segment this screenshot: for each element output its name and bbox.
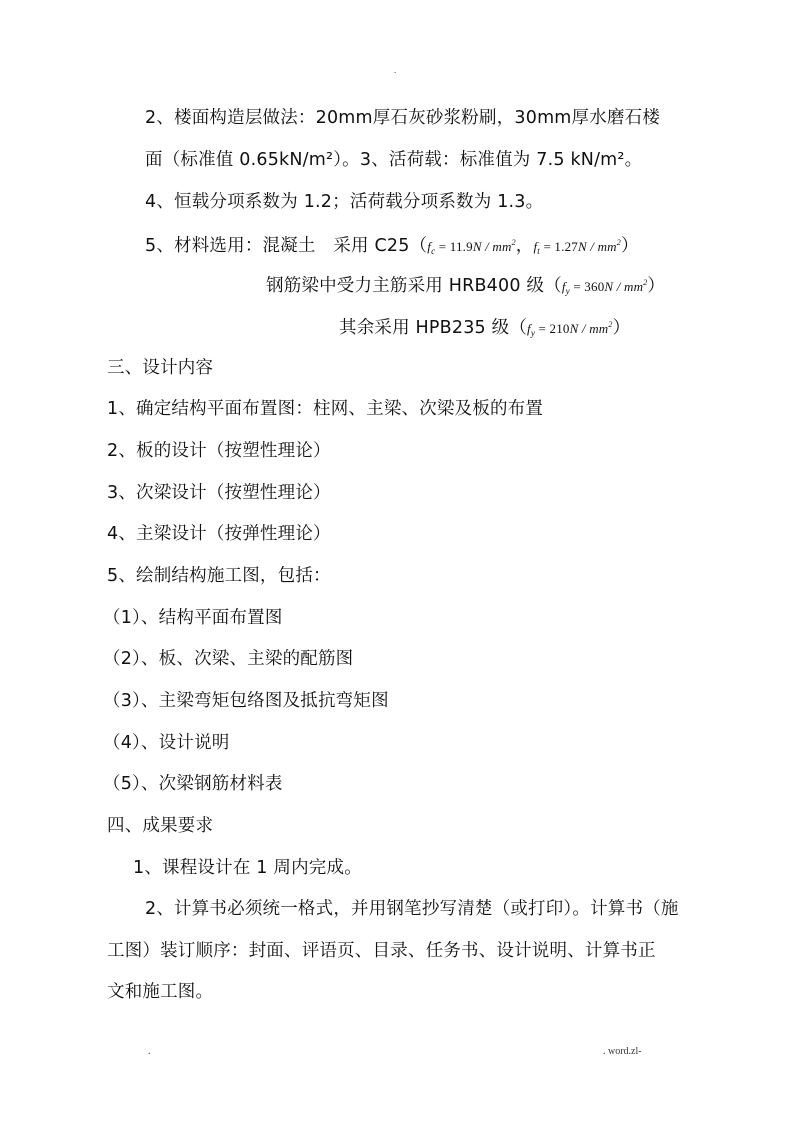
text-line-load-factors: 4、恒载分项系数为 1.2；活荷载分项系数为 1.3。 [145,192,544,212]
requirement-item: 1、课程设计在 1 周内完成。 [133,858,362,878]
list-item: 2、板的设计（按塑性理论） [107,441,331,461]
sub-list-item: （4）、设计说明 [103,733,230,753]
formula-fy-360: $f_y = 360N / mm^2$ [561,278,648,296]
section-heading-design-content: 三、设计内容 [107,358,214,378]
materials-label: 5、材料选用：混凝土 采用 C25（ [145,236,428,256]
formula-fy-210: $f_y = 210N / mm^2$ [527,320,613,338]
sub-list-item: （5）、次梁钢筋材料表 [103,774,283,794]
sub-list-item: （2）、板、次梁、主梁的配筋图 [103,649,354,669]
requirement-continuation: 文和施工图。 [107,982,214,1002]
text-line-materials: 5、材料选用：混凝土 采用 $C25(f_c = 11.9N / mm^2$，$f_t = 1.27N / mm^2$） [145,236,639,256]
requirement-continuation: 工图）装订顺序：封面、评语页、目录、任务书、设计说明、计算书正 [107,941,656,961]
text-line-other-rebar: 其余采用 HPB235 级$(f_y = 210N / mm^2)$ [339,318,631,338]
footer-left: . [148,1046,151,1057]
formula-fc: $f_c = 11.9N / mm^2$ [427,238,516,256]
formula-ft: $f_t = 1.27N / mm^2$ [533,238,621,256]
comma-separator: ， [515,236,534,256]
text-line-main-rebar: 钢筋梁中受力主筋采用 HRB400 级$(f_y = 360N / mm^2)$ [266,276,666,296]
list-item: 4、主梁设计（按弹性理论） [107,524,331,544]
section-heading-deliverables: 四、成果要求 [107,816,214,836]
footer-right: . word.zl- [603,1046,642,1057]
sub-list-item: （3）、主梁弯矩包络图及抵抗弯矩图 [103,691,389,711]
list-item: 3、次梁设计（按塑性理论） [107,483,331,503]
text-line-live-load: 面（标准值 0.65kN/m²）。3、活荷载：标准值为 7.5 kN/m²。 [145,150,643,170]
requirement-item: 2、计算书必须统一格式，并用钢笔抄写清楚（或打印）。计算书（施 [145,899,679,919]
sub-list-item: （1）、结构平面布置图 [103,608,283,628]
list-item: 5、绘制结构施工图，包括： [107,566,331,586]
list-item: 1、确定结构平面布置图：柱网、主梁、次梁及板的布置 [107,399,544,419]
text-line-floor-construction: 2、楼面构造层做法：20mm厚石灰砂浆粉刷，30mm厚水磨石楼 [145,108,661,128]
header-mark: . [394,65,397,75]
